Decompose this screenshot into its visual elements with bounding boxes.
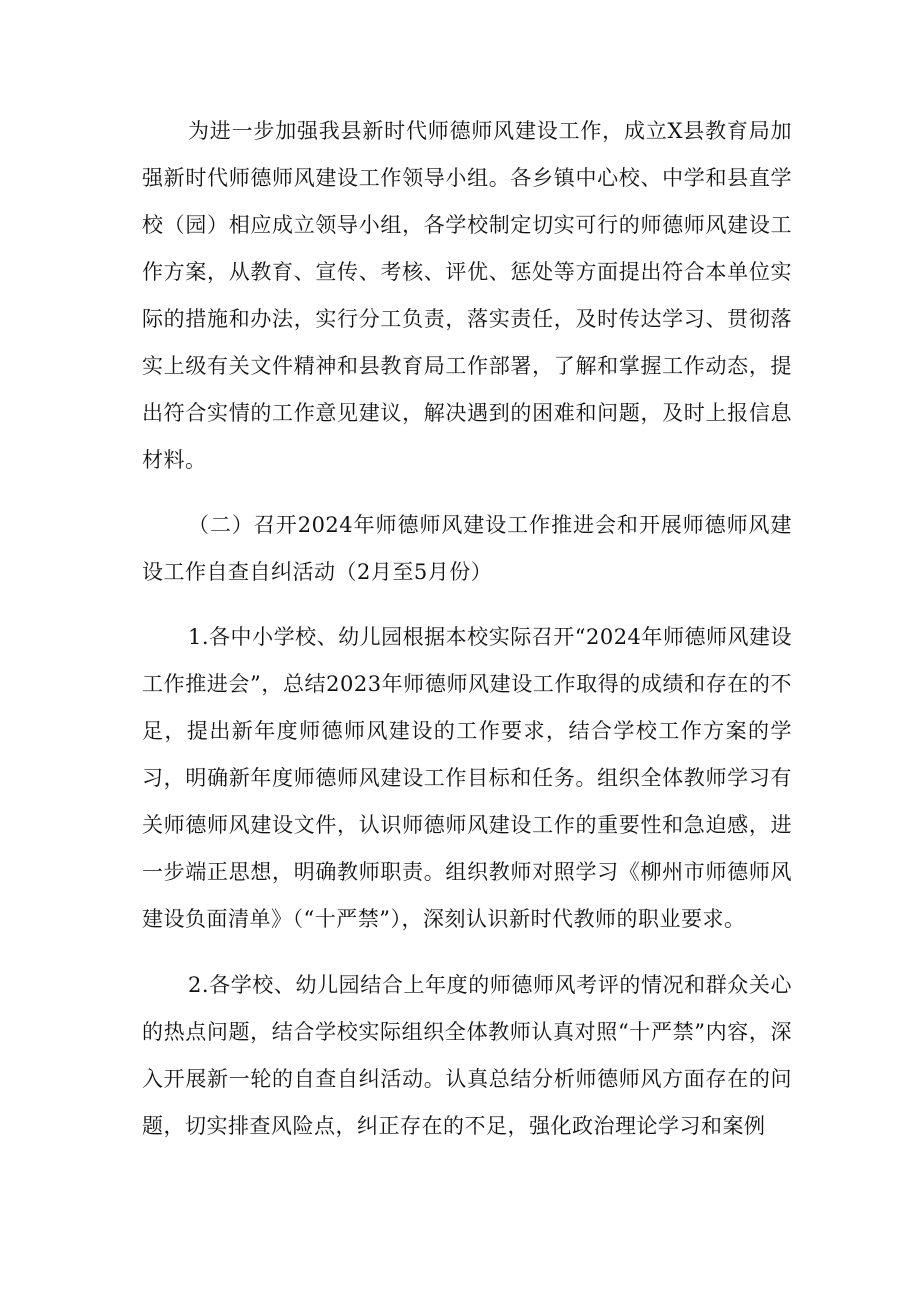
paragraph-item-1: 1.各中小学校、幼儿园根据本校实际召开“2024年师德师风建设工作推进会”，总结2023年师德师风建设工作取得的成绩和存在的不足，提出新年度师德师风建设的工作要求，结合学校工作方案的学习，明确新年度师德师风建设工作目标和任务。组织全体教师学习有关师德师风建设文件，认识师德师风建设工作的重要性和急迫感，进一步端正思想，明确教师职责。组织教师对照学习《柳州市师德师风建设负面清单》（“十严禁”），深刻认识新时代教师的职业要求。 bbox=[142, 625, 792, 931]
paragraph-item-2: 2.各学校、幼儿园结合上年度的师德师风考评的情况和群众关心的热点问题，结合学校实际组织全体教师认真对照“十严禁”内容，深入开展新一轮的自查自纠活动。认真总结分析师德师风方面存在的问题，切实排查风险点，纠正存在的不足，强化政治理论学习和案例 bbox=[142, 973, 792, 1138]
section-heading-promotion-meeting: （二）召开2024年师德师风建设工作推进会和开展师德师风建设工作自查自纠活动（2月至5月份） bbox=[142, 513, 792, 584]
paragraph-leadership-group: 为进一步加强我县新时代师德师风建设工作，成立X县教育局加强新时代师德师风建设工作领导小组。各乡镇中心校、中学和县直学校（园）相应成立领导小组，各学校制定切实可行的师德师风建设工作方案，从教育、宣传、考核、评优、惩处等方面提出符合本单位实际的措施和办法，实行分工负责，落实责任，及时传达学习、贯彻落实上级有关文件精神和县教育局工作部署，了解和掌握工作动态，提出符合实情的工作意见建议，解决遇到的困难和问题，及时上报信息材料。 bbox=[142, 119, 792, 472]
